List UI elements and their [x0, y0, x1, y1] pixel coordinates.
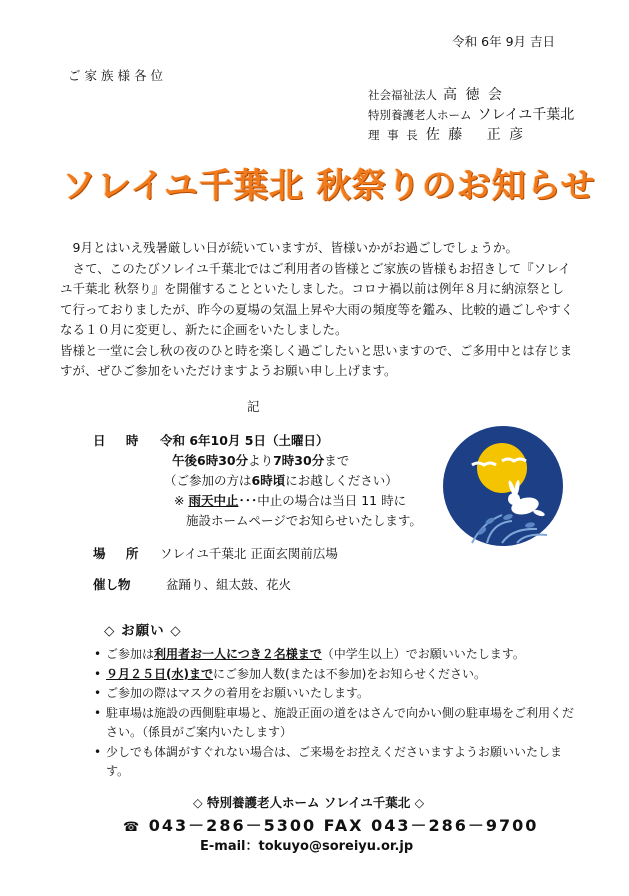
body-paragraph-3: 皆様と一堂に会し秋の夜のひと時を楽しく過ごしたいと思いますので、ご多用中とは存じますが、ぜひご参加をいただけますようお願い申し上げます。: [60, 342, 573, 378]
body-paragraph-1: 9月とはいえ残暑厳しい日が続いていますが、皆様いかがお過ごしでしょうか。: [60, 240, 518, 255]
rain-rest: ･･･中止の場合は当日 11 時に: [238, 493, 407, 508]
request-2-post: にご参加人数(または不参加)をお知らせください。: [212, 666, 486, 681]
requests-list: [94, 645, 574, 782]
document-date: 令和 6年 9月 吉日: [452, 34, 555, 49]
phone-icon: ☎: [123, 820, 142, 835]
arrival-note: [164, 471, 398, 489]
request-2-bold: ９月２５日(水)まで: [106, 666, 213, 681]
ki-heading: 記: [247, 399, 260, 414]
requests-heading: ◇ お願い ◇: [104, 623, 182, 639]
place-label: 場 所: [93, 546, 147, 561]
request-3: ご参加の際はマスクの着用をお願いいたします。: [106, 686, 370, 700]
org-label: 社会福祉法人: [368, 88, 437, 102]
request-1-post: （中学生以上）でお願いいたします。: [321, 647, 525, 661]
request-item: [94, 665, 574, 685]
request-4: 駐車場は施設の西側駐車場と、施設正面の道をはさんで向かい側の駐車場をご利用ください。（係員がご案内いたします）: [106, 705, 575, 739]
arrival-time: 6時頃: [251, 473, 286, 488]
arrival-post: にお越しください）: [285, 473, 398, 488]
events-value: 盆踊り、組太鼓、花火: [166, 577, 292, 592]
body-text: [60, 238, 575, 382]
request-1-pre: ご参加は: [106, 647, 155, 661]
time-mid: より: [248, 453, 274, 468]
addressee: ご家族様各位: [68, 68, 168, 83]
place-value: ソレイユ千葉北 正面玄関前広場: [160, 546, 338, 561]
bullet: •: [94, 647, 102, 661]
cloud-left: [472, 463, 496, 465]
time-start: 午後6時30分: [172, 453, 249, 468]
event-date: 令和 6年10月 5日（土曜日）: [160, 433, 329, 448]
arrival-pre: （ご参加の方は: [164, 473, 252, 488]
body-paragraph-2: さて、このたびソレイユ千葉北ではご利用者の皆様とご家族の皆様もお招きして『ソレイユ千葉北 秋祭り』を開催することといたしました。コロナ禍以前は例年８月に納涼祭として行っておりましたが、昨今の夏場の気温上昇や大雨の頻度等を鑑み、比較的過ごしやすくなる１０月に変更し、新たに企画をいたしました。: [60, 260, 574, 337]
bullet: •: [94, 686, 102, 700]
rain-mark: ※: [174, 493, 189, 508]
request-item: [94, 743, 574, 782]
moon-rabbit-illustration: [442, 425, 564, 547]
page-title: ソレイユ千葉北 秋祭りのお知らせ: [62, 166, 596, 206]
org-name: 高 徳 会: [443, 87, 504, 103]
rain-note: [174, 491, 406, 509]
chair-label: 理 事 長: [368, 128, 420, 142]
request-item: [94, 704, 574, 743]
request-item: [94, 684, 574, 704]
event-time: [172, 451, 349, 469]
bullet: •: [94, 666, 102, 681]
chair-name: 佐 藤 正 彦: [425, 127, 526, 143]
sender-organization: [368, 84, 504, 104]
request-1-bold: 利用者お一人につき２名様まで: [154, 647, 322, 661]
rain-cancel: 雨天中止: [188, 493, 239, 508]
sender-chairman: [368, 124, 525, 144]
time-suffix: まで: [324, 453, 350, 468]
sender-facility: [368, 104, 574, 124]
bullet: •: [94, 744, 102, 759]
footer-facility: ◇ 特別養護老人ホーム ソレイユ千葉北 ◇: [193, 795, 425, 810]
footer-phone: [123, 813, 538, 836]
home-label: 特別養護老人ホーム: [368, 108, 472, 122]
request-item: [94, 645, 574, 665]
time-end: 7時30分: [273, 453, 325, 468]
events-label: 催し物: [93, 577, 131, 592]
bullet: •: [94, 705, 102, 720]
phone-numbers: 043－286－5300 FAX 043－286－9700: [148, 816, 539, 835]
rain-note-line2: 施設ホームページでお知らせいたします。: [186, 513, 422, 528]
home-name: ソレイユ千葉北: [477, 107, 575, 123]
cloud-right: [502, 459, 526, 461]
request-5: 少しでも体調がすぐれない場合は、ご来場をお控えくださいますようお願いいたします。: [106, 744, 563, 778]
datetime-label: 日 時: [93, 433, 147, 448]
footer-email: E-mail：tokuyo@soreiyu.or.jp: [200, 839, 414, 854]
